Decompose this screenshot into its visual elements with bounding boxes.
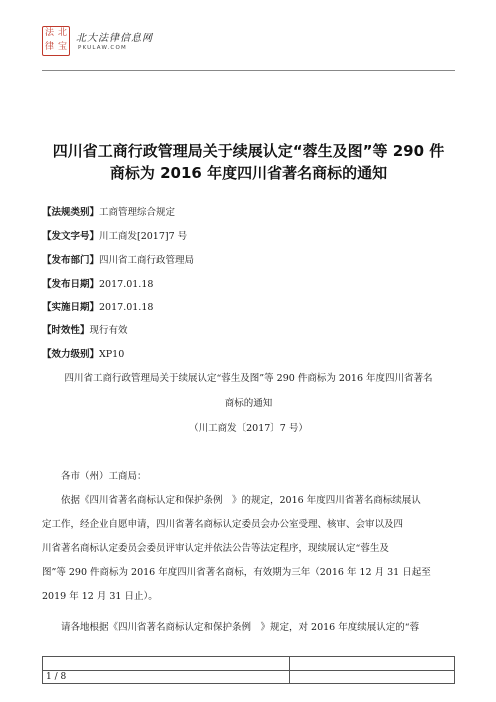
paragraph-line: 定工作，经企业自愿申请，四川省著名商标认定委员会办公室受理、核审、会审以及四 <box>42 519 404 530</box>
salutation: 各市（州）工商局： <box>61 471 147 482</box>
meta-value: 工商管理综合规定 <box>99 207 176 218</box>
doc-number: （川工商发〔2017〕7 号） <box>189 423 308 434</box>
pkulaw-logo <box>42 26 157 64</box>
paragraph-line: 川省著名商标认定委员会委员评审认定并依法公告等法定程序，现续展认定“蓉生及 <box>42 543 389 554</box>
meta-value: 现行有效 <box>89 325 128 336</box>
seal-icon: 法 北 律 宝 <box>42 26 70 56</box>
meta-publish-date <box>42 276 455 290</box>
document-title <box>42 140 455 184</box>
meta-value: 2017.01.18 <box>99 302 154 313</box>
meta-department <box>42 252 455 266</box>
meta-level <box>42 346 455 360</box>
meta-value: 四川省工商行政管理局 <box>99 255 195 266</box>
meta-label: 【实施日期】 <box>42 302 100 313</box>
paragraph-line: 请各地根据《四川省著名商标认定和保护条例 》规定，对 2016 年度续展认定的“蓉 <box>61 622 420 633</box>
meta-label: 【时效性】 <box>42 325 90 336</box>
doc-heading-line-2: 商标的通知 <box>224 398 273 409</box>
footer-table-top <box>42 656 455 670</box>
paragraph-line: 图”等 290 件商标为 2016 年度四川省著名商标，有效期为三年（2016 年 12 月 31 日起至 <box>42 567 431 578</box>
meta-effective-date <box>42 299 455 313</box>
meta-label: 【效力级别】 <box>42 349 100 360</box>
meta-value: 川工商发[2017]7 号 <box>99 231 188 242</box>
paragraph-line: 依据《四川省著名商标认定和保护条例 》的规定，2016 年度四川省著名商标续展认 <box>61 495 421 506</box>
footer-table <box>42 670 455 684</box>
page-indicator: 1 / 8 <box>43 671 290 683</box>
paragraph-line: 2019 年 12 月 31 日止）。 <box>42 591 158 602</box>
doc-heading-line-1: 四川省工商行政管理局关于续展认定“蓉生及图”等 290 件商标为 2016 年度四川省著名 <box>64 373 433 384</box>
meta-validity <box>42 322 455 336</box>
meta-label: 【发布日期】 <box>42 279 100 290</box>
meta-label: 【发文字号】 <box>42 231 100 242</box>
meta-doc-number <box>42 228 455 242</box>
header-divider <box>42 70 455 71</box>
title-line-1: 四川省工商行政管理局关于续展认定“蓉生及图”等 290 件 <box>52 142 445 160</box>
meta-category <box>42 204 455 218</box>
meta-value: XP10 <box>99 349 125 360</box>
meta-label: 【法规类别】 <box>42 207 100 218</box>
title-line-2: 商标为 2016 年度四川省著名商标的通知 <box>109 164 388 182</box>
meta-label: 【发布部门】 <box>42 255 100 266</box>
brand-name-en: PKULAW.COM <box>78 45 127 51</box>
meta-value: 2017.01.18 <box>99 279 154 290</box>
brand-name-cn: 北大法律信息网 <box>76 33 153 44</box>
